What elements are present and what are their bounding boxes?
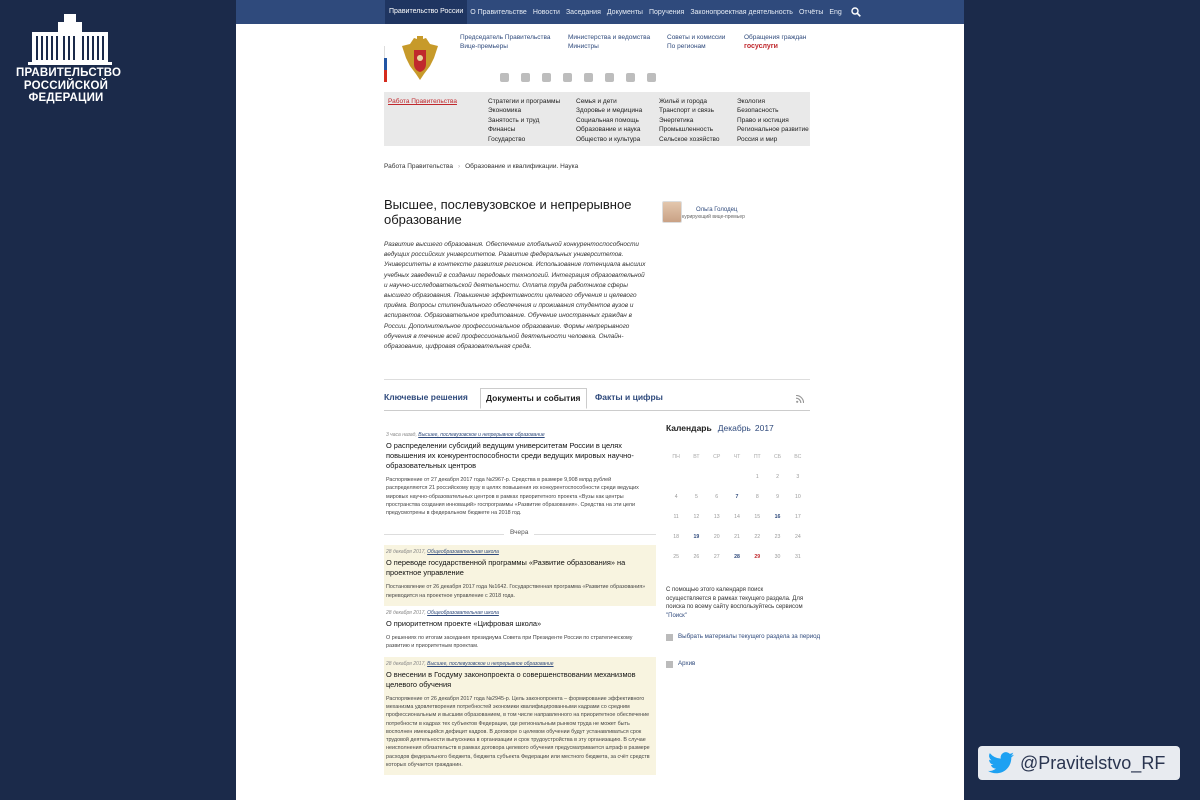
menu-item[interactable]: Энергетика <box>659 116 694 124</box>
calendar-search-link[interactable]: "Поиск" <box>666 612 687 619</box>
calendar-day[interactable]: 14 <box>734 514 740 520</box>
calendar-period-link-row <box>666 633 820 642</box>
menu-item[interactable]: Семья и дети <box>576 98 617 105</box>
calendar-day[interactable]: 25 <box>673 554 680 560</box>
tab-facts-figures[interactable]: Факты и цифры <box>595 392 663 402</box>
calendar-day[interactable]: 12 <box>693 514 700 520</box>
sections-menu <box>384 92 810 146</box>
news-title[interactable]: О переводе государственной программы «Развитие образования» на проектное управление <box>386 558 626 578</box>
tab-documents-events[interactable]: Документы и события <box>480 388 587 409</box>
archive-link[interactable]: Архив <box>678 660 696 667</box>
menu-item[interactable]: Жильё и города <box>659 98 708 105</box>
link-gosuslugi[interactable]: госуслуги <box>744 43 778 50</box>
breadcrumb <box>384 163 578 170</box>
menu-item[interactable]: Государство <box>488 135 526 143</box>
menu-item[interactable]: Образование и наука <box>576 126 641 134</box>
calendar-day[interactable]: 13 <box>713 514 720 520</box>
calendar-day[interactable]: 9 <box>776 494 779 500</box>
link-ministries[interactable]: Министерства и ведомства <box>568 34 651 41</box>
calendar-day[interactable]: 10 <box>794 494 801 500</box>
menu-item[interactable]: Стратегии и программы <box>488 98 561 105</box>
calendar-day[interactable]: 8 <box>755 494 759 500</box>
nav-about[interactable]: О Правительстве <box>470 8 527 16</box>
calendar-day[interactable]: 11 <box>673 514 679 520</box>
calendar-day[interactable]: 3 <box>796 474 800 480</box>
coat-of-arms-icon[interactable] <box>400 36 440 82</box>
link-chairman[interactable]: Председатель Правительства <box>460 34 551 41</box>
calendar-day[interactable]: 24 <box>794 534 801 540</box>
calendar-day[interactable]: 6 <box>715 494 719 500</box>
calendar <box>666 423 808 560</box>
calendar-day <box>686 474 706 494</box>
calendar-day[interactable]: 26 <box>693 554 700 560</box>
calendar-week-row <box>666 494 808 514</box>
menu-item[interactable]: Здоровье и медицина <box>576 107 643 115</box>
rss-header-icon[interactable] <box>647 73 656 82</box>
calendar-day <box>666 474 686 494</box>
menu-active-col <box>388 97 457 106</box>
twitter-small-icon[interactable] <box>521 73 530 82</box>
calendar-day[interactable]: 16 <box>774 514 781 520</box>
news-feed <box>384 428 656 775</box>
day-separator-label: Вчера <box>504 529 534 536</box>
header-links-col4 <box>744 33 806 51</box>
calendar-day[interactable]: 5 <box>694 494 698 500</box>
news-title[interactable]: О приоритетном проекте «Цифровая школа» <box>386 619 542 629</box>
calendar-label: Календарь <box>666 423 712 433</box>
news-body: Постановление от 26 декабря 2017 года №1642. Государственная программа «Развитие образования» переводится на проектное управление с 2018 года. <box>386 584 646 599</box>
russian-flag-stripe <box>384 46 387 82</box>
news-item <box>384 606 656 657</box>
top-navigation <box>236 0 964 24</box>
menu-item[interactable]: Право и юстиция <box>737 116 789 124</box>
menu-col-2 <box>576 97 642 144</box>
header-links-col3 <box>667 33 725 51</box>
twitter-handle: @Pravitelstvo_RF <box>1020 752 1166 773</box>
news-meta <box>386 610 654 616</box>
news-body: Распоряжение от 26 декабря 2017 года №2945-р. Цель законопроекта – формирование эффективного механизма удовлетворения потребностей экономики квалифицированными кадрами со средним профессиональным и высшим образованием, в том числе направленного на приоритетное обеспечение потребности в кадрах тех субъектов Федерации, где региональным рынком труда не может быть восполнен имеющийся дефицит кадров. В договоре о целевом обучении будут устанавливаться срок трудовой деятельности выпускника в организации и срок трудоустройства в эту организацию. В случае неисполнения обязательств в рамках договора целевого обучения предусматривается штраф в размере расходов федерального бюджета, бюджета субъекта Федерации или местного бюджета, за счёт средств которых обучается гражданин. <box>386 695 650 769</box>
menu-col-4 <box>737 97 809 144</box>
calendar-weekday: ВТ <box>693 454 700 460</box>
menu-item[interactable]: Промышленность <box>659 126 714 134</box>
calendar-grid <box>666 454 808 574</box>
ok-icon[interactable] <box>584 73 593 82</box>
brand-title: ПРАВИТЕЛЬСТВО РОССИЙСКОЙ ФЕДЕРАЦИИ <box>16 67 122 104</box>
news-body: О решениях по итогам заседания президиума Совета при Президенте России по стратегическому развитию и приоритетным проектам. <box>386 635 633 650</box>
news-category-link[interactable]: Общеобразовательная школа <box>427 610 499 617</box>
nav-reports[interactable]: Отчёты <box>798 8 824 16</box>
news-category-link[interactable]: Высшее, послевузовское и непрерывное образование <box>427 660 554 667</box>
nav-english[interactable]: Eng <box>829 8 842 16</box>
calendar-weekday: ВС <box>794 454 802 460</box>
calendar-day[interactable]: 19 <box>693 534 700 540</box>
calendar-week-row <box>666 474 808 494</box>
rss-icon[interactable] <box>796 395 804 403</box>
news-meta <box>386 549 654 555</box>
right-background <box>964 0 1200 800</box>
news-title[interactable]: О распределении субсидий ведущим университетам России в целях повышения их конкурентоспособности среди ведущих мировых научно-образовательных центров <box>386 441 634 470</box>
calendar-note-text: С помощью этого календаря поиск осуществляется в рамках текущего раздела. Для поиска по всему сайту воспользуйтесь сервисом <box>666 587 804 611</box>
header-links-col1 <box>460 33 551 51</box>
menu-col-1 <box>488 97 560 144</box>
calendar-day[interactable]: 15 <box>754 514 761 520</box>
news-item <box>384 657 656 776</box>
menu-item[interactable]: Сельское хозяйство <box>659 135 720 143</box>
curator-role: курирующий вице-премьер <box>682 214 745 220</box>
calendar-weekday: СР <box>713 454 721 460</box>
curator-name[interactable]: Ольга Голодец <box>696 207 738 213</box>
news-date: 3 часа назад, <box>386 432 417 438</box>
calendar-day <box>727 474 747 494</box>
calendar-note <box>666 586 806 620</box>
divider <box>384 379 810 380</box>
calendar-weekday: ЧТ <box>733 454 741 460</box>
calendar-week-row <box>666 554 808 574</box>
news-item <box>384 428 656 523</box>
menu-item[interactable]: Экология <box>737 98 766 105</box>
breadcrumb-item[interactable]: Работа Правительства <box>384 163 453 170</box>
calendar-day[interactable]: 18 <box>673 534 680 540</box>
menu-item[interactable]: Занятость и труд <box>488 116 540 124</box>
twitter-icon <box>988 752 1014 774</box>
link-citizen-appeals[interactable]: Обращения граждан <box>744 34 807 41</box>
menu-item[interactable]: Транспорт и связь <box>659 107 715 115</box>
section-description: Развитие высшего образования. Обеспечение глобальной конкурентоспособности ведущих российских университетов. Развитие федеральных университетов. Университеты в контексте развития регионов. Использование потенциала высших учебных заведений в создании передовых технологий. Интеграция образовательной и научно-исследовательской деятельности. Оплата труда работников сферы высшего образования. Повышение эффективности целевого обучения и целевого приёма. Вопросы стипендиального обеспечения и проживания студентов вузов и аспирантов. Образовательное кредитование. Обучение иностранных граждан в России. Дополнительное профессиональное образование. Формы непрерывного обучения в течение всей профессиональной деятельности человека. Онлайн-образование, цифровая образовательная среда. <box>384 241 646 351</box>
menu-item[interactable]: Социальная помощь <box>576 116 639 124</box>
calendar-day[interactable]: 23 <box>774 534 781 540</box>
calendar-archive-link-row <box>666 660 695 669</box>
calendar-period-link[interactable]: Выбрать материалы текущего раздела за период <box>678 633 821 640</box>
calendar-day[interactable]: 17 <box>794 514 801 520</box>
instagram-icon[interactable] <box>500 73 509 82</box>
calendar-day[interactable]: 22 <box>754 534 761 540</box>
content-tabs <box>384 388 810 411</box>
calendar-header <box>666 423 808 433</box>
government-building-icon <box>28 14 112 66</box>
twitter-handle-badge <box>978 746 1180 780</box>
menu-item[interactable]: Безопасность <box>737 107 779 115</box>
menu-item[interactable]: Региональное развитие <box>737 126 809 134</box>
calendar-day[interactable]: 31 <box>794 554 801 560</box>
header-links-col2 <box>568 33 650 51</box>
menu-work-of-government[interactable]: Работа Правительства <box>388 98 457 105</box>
youtube-icon[interactable] <box>563 73 572 82</box>
archive-icon <box>666 661 673 668</box>
calendar-weekday: ПТ <box>753 454 761 460</box>
day-separator <box>384 529 656 541</box>
link-councils[interactable]: Советы и комиссии <box>667 34 726 41</box>
news-category-link[interactable]: Высшее, послевузовское и непрерывное образование <box>418 432 545 438</box>
calendar-day <box>707 474 727 494</box>
breadcrumb-chevron-icon: › <box>457 163 461 170</box>
page-title: Высшее, послевузовское и непрерывное образование <box>384 197 632 227</box>
news-meta <box>386 661 654 667</box>
news-date: 28 декабря 2017, <box>386 660 426 667</box>
calendar-day[interactable]: 29 <box>754 554 761 560</box>
breadcrumb-item[interactable]: Образование и квалификации. Наука <box>465 163 579 170</box>
news-category-link[interactable]: Общеобразовательная школа <box>427 549 499 556</box>
link-regions[interactable]: По регионам <box>667 43 706 50</box>
website-page <box>236 0 964 800</box>
calendar-day[interactable]: 1 <box>755 474 759 480</box>
news-title[interactable]: О внесении в Госдуму законопроекта о совершенствовании механизмов целевого обучения <box>386 669 636 689</box>
calendar-month-select[interactable]: Декабрь <box>717 423 751 433</box>
calendar-year-select[interactable]: 2017 <box>754 423 774 433</box>
nav-news[interactable]: Новости <box>532 8 560 16</box>
menu-col-3 <box>659 97 720 144</box>
calendar-day[interactable]: 4 <box>674 494 678 500</box>
calendar-week-row <box>666 534 808 554</box>
vk-icon[interactable] <box>542 73 551 82</box>
curator-avatar[interactable] <box>662 201 682 223</box>
calendar-weekday: СБ <box>773 454 782 460</box>
nav-instructions[interactable]: Поручения <box>648 8 685 16</box>
curator-block <box>662 201 745 223</box>
left-brand-panel <box>0 0 236 800</box>
news-date: 28 декабря 2017, <box>386 549 426 556</box>
calendar-day[interactable]: 28 <box>734 554 740 560</box>
menu-item[interactable]: Общество и культура <box>576 135 641 143</box>
menu-item[interactable]: Экономика <box>488 107 522 115</box>
menu-item[interactable]: Россия и мир <box>737 135 778 143</box>
nav-meetings[interactable]: Заседания <box>565 8 601 16</box>
calendar-day[interactable]: 2 <box>776 474 779 480</box>
calendar-weekday-row <box>666 454 808 474</box>
calendar-weekday: ПН <box>672 454 680 460</box>
news-body: Распоряжение от 27 декабря 2017 года №2967-р. Средства в размере 9,908 млрд рублей распределяются 21 российскому вузу в целях повышения их конкурентоспособности среди ведущих мировых научно-образовательных центров в рамках приоритетного проекта «Вузы как центры пространства создания инноваций» госпрограммы «Развитие образования». Средства на эти цели предусмотрены в федеральном бюджете на 2018 год. <box>386 477 639 517</box>
calendar-week-row <box>666 514 808 534</box>
mobile-icon[interactable] <box>605 73 614 82</box>
link-ministers[interactable]: Министры <box>568 43 599 50</box>
search-icon[interactable] <box>851 7 861 17</box>
site-header <box>384 24 810 94</box>
calendar-day[interactable]: 30 <box>774 554 781 560</box>
calendar-day[interactable]: 21 <box>734 534 740 540</box>
tab-key-decisions[interactable]: Ключевые решения <box>384 392 468 402</box>
nav-government-russia[interactable]: Правительство России <box>385 0 467 24</box>
calendar-period-icon <box>666 634 673 641</box>
news-item <box>384 545 656 606</box>
nav-documents[interactable]: Документы <box>606 8 643 16</box>
news-date: 28 декабря 2017, <box>386 610 426 617</box>
link-deputy-premiers[interactable]: Вице-премьеры <box>460 43 508 50</box>
nav-legislation[interactable]: Законопроектная деятельность <box>690 8 793 16</box>
menu-item[interactable]: Финансы <box>488 126 516 134</box>
calendar-day[interactable]: 27 <box>713 554 720 560</box>
calendar-day[interactable]: 7 <box>735 494 739 500</box>
calendar-day[interactable]: 20 <box>713 534 720 540</box>
accessibility-eye-icon[interactable] <box>626 73 635 82</box>
news-meta <box>386 432 654 438</box>
social-icons <box>500 73 656 82</box>
